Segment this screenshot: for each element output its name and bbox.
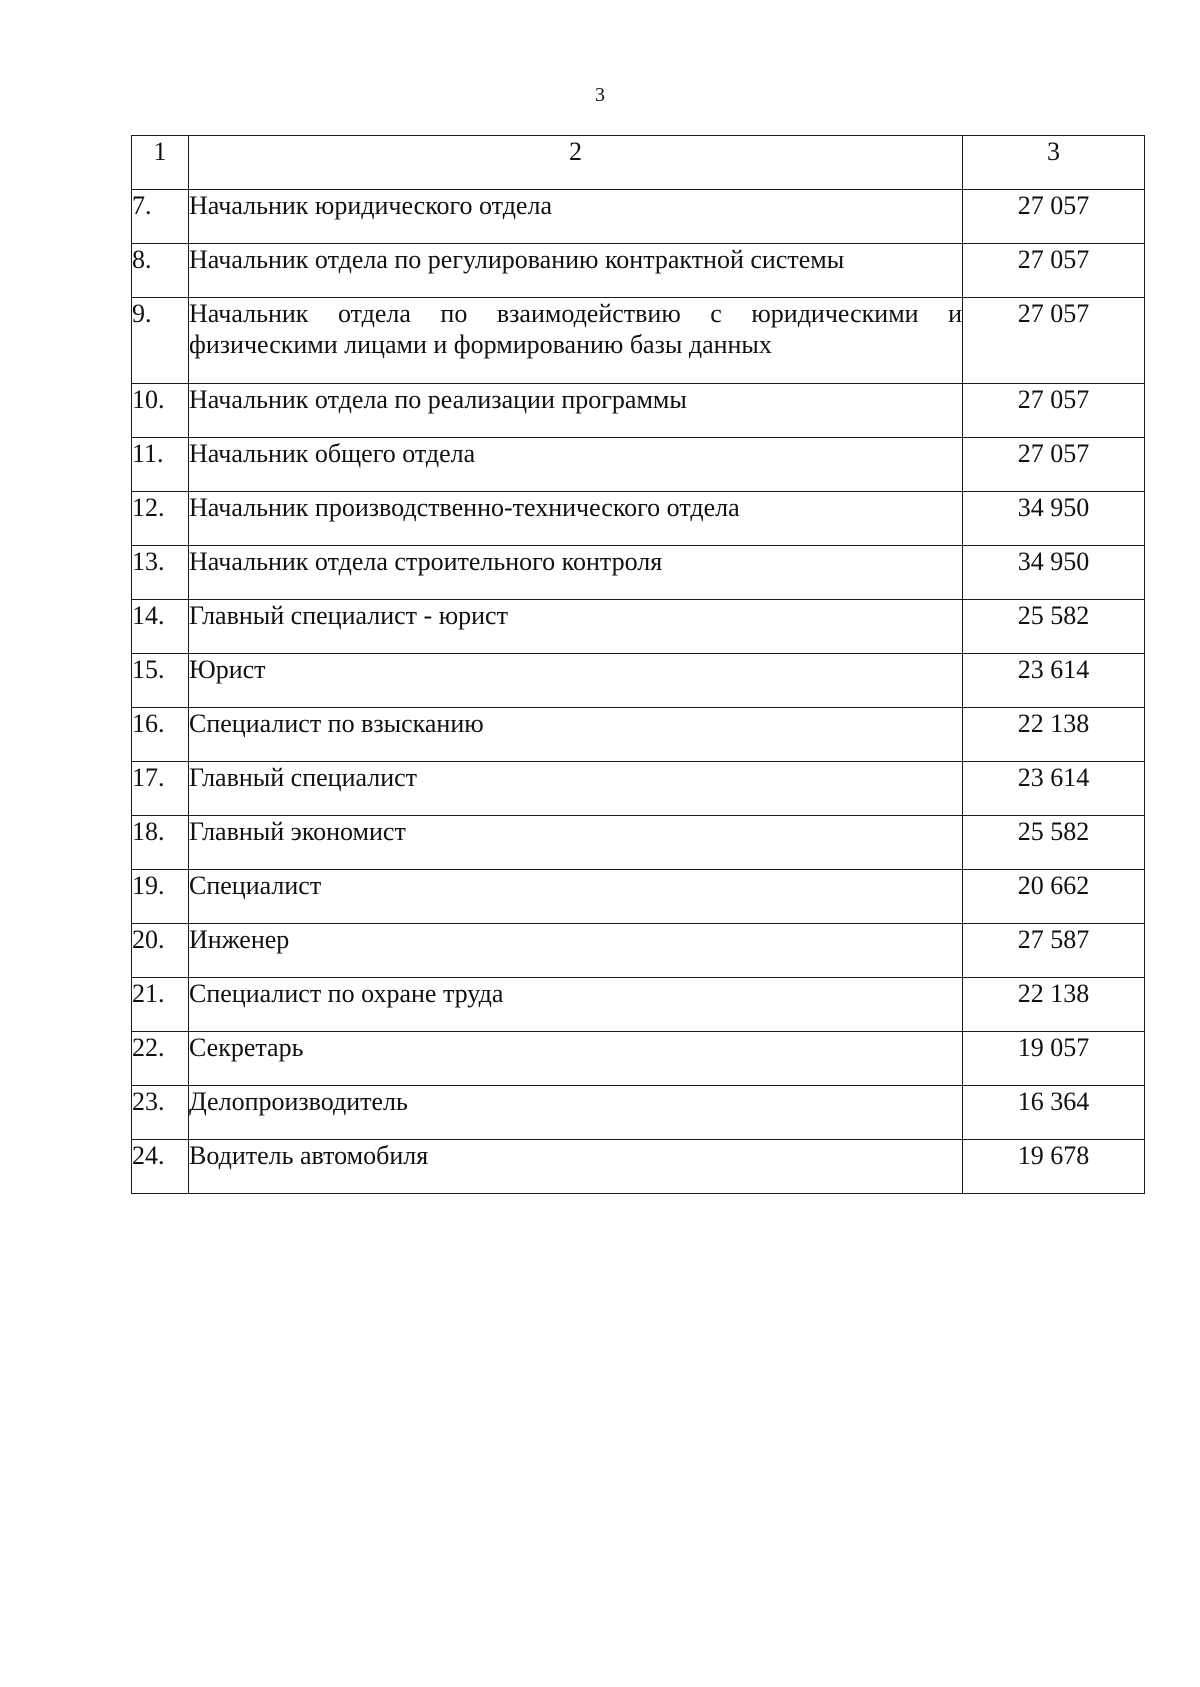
table-row [132,384,1145,438]
row-number: 20. [132,924,189,978]
salary-value: 27 057 [963,384,1145,438]
row-number: 13. [132,546,189,600]
position-name: Секретарь [189,1032,963,1086]
salary-table [131,135,1145,1194]
table-row [132,492,1145,546]
salary-value: 27 057 [963,438,1145,492]
table-row [132,978,1145,1032]
table-header-row [132,136,1145,190]
position-name: Инженер [189,924,963,978]
position-name: Главный специалист - юрист [189,600,963,654]
salary-value: 25 582 [963,600,1145,654]
position-name: Делопроизводитель [189,1086,963,1140]
row-number: 8. [132,244,189,298]
position-name: Начальник отдела строительного контроля [189,546,963,600]
row-number: 18. [132,816,189,870]
position-name: Специалист по взысканию [189,708,963,762]
salary-value: 34 950 [963,492,1145,546]
salary-value: 23 614 [963,654,1145,708]
row-number: 9. [132,298,189,384]
row-number: 19. [132,870,189,924]
position-name: Главный экономист [189,816,963,870]
row-number: 14. [132,600,189,654]
salary-value: 20 662 [963,870,1145,924]
salary-value: 27 057 [963,298,1145,384]
row-number: 16. [132,708,189,762]
table-row [132,816,1145,870]
table-row [132,1086,1145,1140]
salary-value: 27 057 [963,190,1145,244]
salary-value: 27 587 [963,924,1145,978]
table-row [132,244,1145,298]
row-number: 10. [132,384,189,438]
salary-value: 19 057 [963,1032,1145,1086]
table-row [132,762,1145,816]
table-row [132,708,1145,762]
table-row [132,924,1145,978]
salary-value: 22 138 [963,978,1145,1032]
position-name: Начальник отдела по взаимодействию с юридическими и физическими лицами и формированию базы данных [189,298,963,384]
position-name: Начальник отдела по регулированию контрактной системы [189,244,963,298]
row-number: 7. [132,190,189,244]
salary-value: 22 138 [963,708,1145,762]
header-cell-col-2: 2 [189,136,963,190]
salary-value: 34 950 [963,546,1145,600]
page-number: 3 [595,84,605,106]
row-number: 24. [132,1140,189,1194]
position-name: Начальник отдела по реализации программы [189,384,963,438]
position-name: Главный специалист [189,762,963,816]
table-row [132,1032,1145,1086]
table-row [132,1140,1145,1194]
salary-value: 27 057 [963,244,1145,298]
position-name: Юрист [189,654,963,708]
position-name: Начальник общего отдела [189,438,963,492]
table-row [132,654,1145,708]
salary-value: 19 678 [963,1140,1145,1194]
row-number: 21. [132,978,189,1032]
position-name: Специалист [189,870,963,924]
table-row [132,546,1145,600]
position-name: Начальник производственно-технического отдела [189,492,963,546]
table-row [132,600,1145,654]
row-number: 11. [132,438,189,492]
header-cell-col-3: 3 [963,136,1145,190]
table-row [132,870,1145,924]
row-number: 15. [132,654,189,708]
row-number: 12. [132,492,189,546]
table-row [132,190,1145,244]
position-name: Водитель автомобиля [189,1140,963,1194]
position-name: Начальник юридического отдела [189,190,963,244]
position-name: Специалист по охране труда [189,978,963,1032]
salary-value: 25 582 [963,816,1145,870]
row-number: 17. [132,762,189,816]
salary-value: 16 364 [963,1086,1145,1140]
table-row [132,438,1145,492]
row-number: 22. [132,1032,189,1086]
salary-value: 23 614 [963,762,1145,816]
table-row [132,298,1145,384]
header-cell-col-1: 1 [132,136,189,190]
row-number: 23. [132,1086,189,1140]
